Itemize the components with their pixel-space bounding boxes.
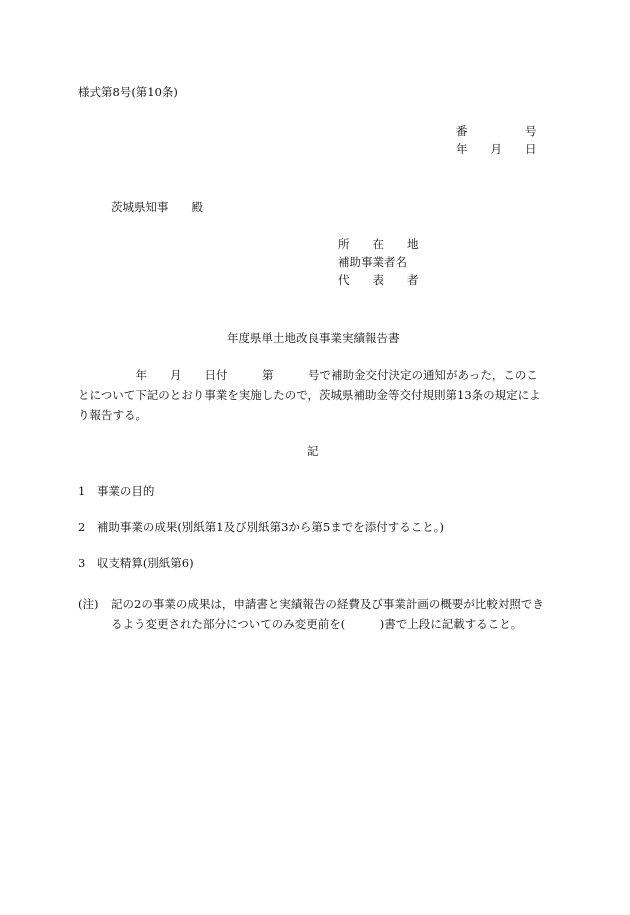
address-label: 所 在 地 bbox=[338, 237, 419, 251]
note-line-2: るよう変更された部分についてのみ変更前を( )書で上段に記載すること。 bbox=[111, 617, 523, 631]
body-line-3: り報告する。 bbox=[78, 408, 147, 422]
note-block bbox=[78, 594, 554, 634]
body-line-1: 年 月 日付 第 号で補助金交付決定の通知があった，このこ bbox=[78, 368, 538, 382]
item-1: 1 事業の目的 bbox=[78, 484, 155, 498]
applicant-name-label: 補助事業者名 bbox=[338, 255, 407, 269]
body-line-2: とについて下記のとおり事業を実施したので，茨城県補助金等交付規則第13条の規定によ bbox=[78, 388, 541, 402]
item-2: 2 補助事業の成果(別紙第1及び別紙第3から第5までを添付すること。) bbox=[78, 520, 444, 534]
representative-label: 代 表 者 bbox=[338, 273, 419, 287]
number-line: 番 号 bbox=[456, 124, 537, 138]
item-3: 3 収支精算(別紙第6) bbox=[78, 556, 194, 570]
ki-heading: 記 bbox=[307, 444, 319, 458]
note-head: (注) bbox=[78, 597, 99, 611]
addressee: 茨城県知事 殿 bbox=[111, 200, 203, 214]
note-line-1: 記の2の事業の成果は，申請書と実績報告の経費及び事業計画の概要が比較対照でき bbox=[111, 597, 544, 611]
body-paragraph bbox=[78, 365, 554, 425]
document-title: 年度県単土地改良事業実績報告書 bbox=[227, 331, 400, 345]
date-line: 年 月 日 bbox=[456, 142, 537, 156]
form-label: 様式第8号(第10条) bbox=[78, 85, 178, 99]
